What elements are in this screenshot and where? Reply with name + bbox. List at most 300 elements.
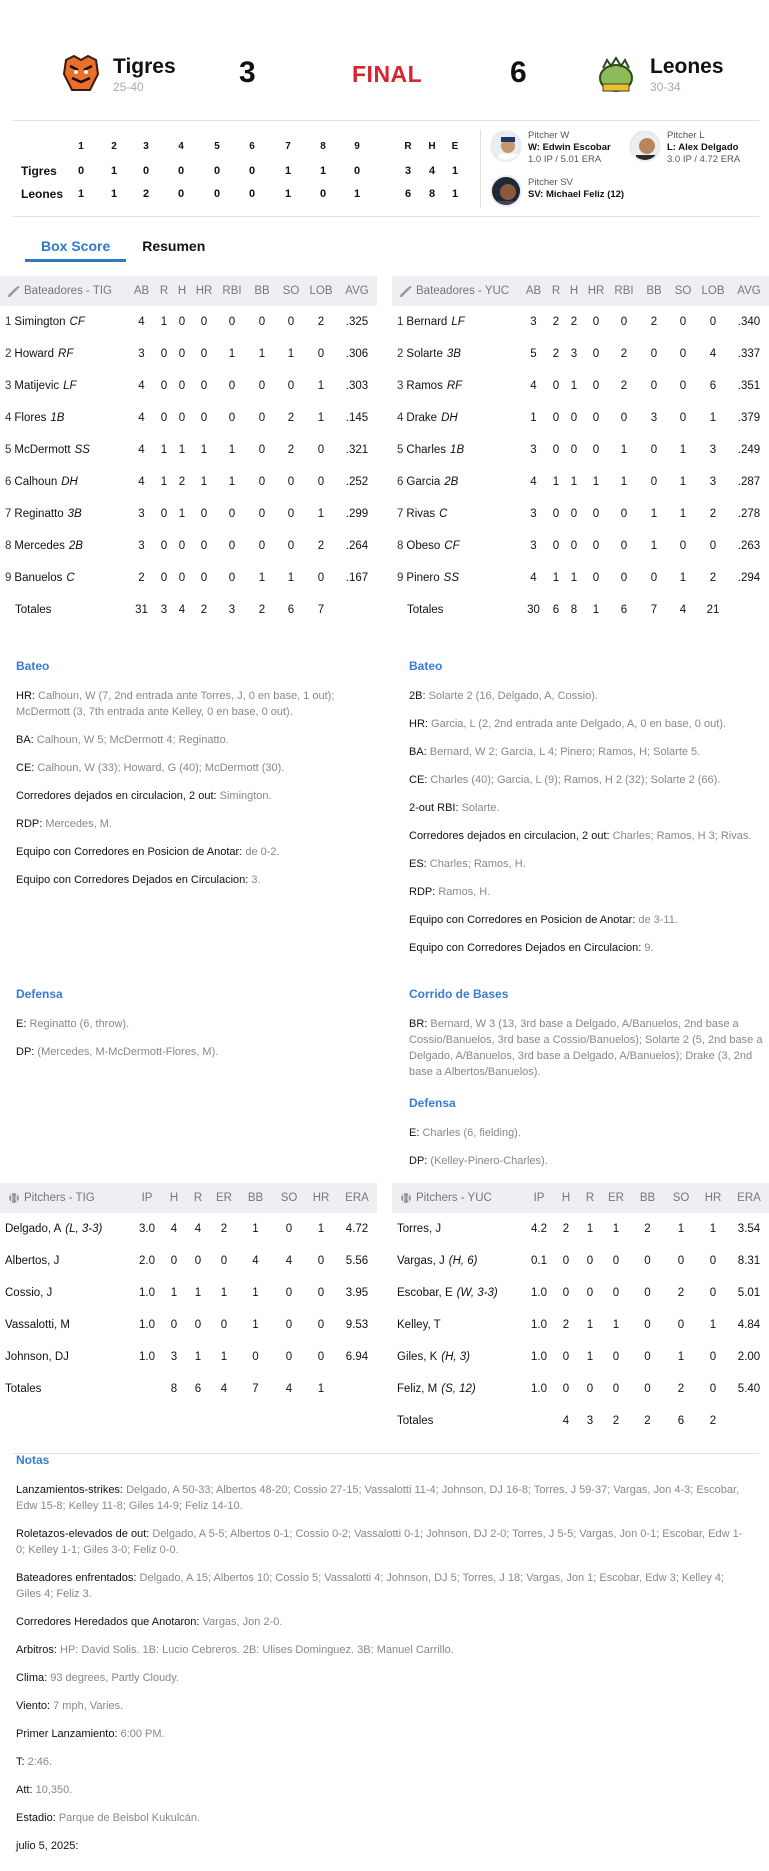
- totals-label: Totales: [407, 604, 444, 616]
- pitching-col-header[interactable]: R: [193, 1192, 203, 1204]
- inning-header: 9: [354, 141, 360, 152]
- home-pitching-title-text: Pitchers - YUC: [416, 1192, 492, 1204]
- save-pitcher-label: Pitcher SV: [528, 177, 573, 188]
- batter-stat: 0: [317, 348, 325, 360]
- batting-note-value: Ramos, H.: [438, 886, 491, 898]
- batter-stat: 1: [679, 572, 687, 584]
- batter-name[interactable]: Drake: [406, 412, 438, 424]
- batter-position: 1B: [50, 412, 65, 424]
- batter-name[interactable]: Pinero: [406, 572, 440, 584]
- batter-name[interactable]: McDermott: [14, 444, 71, 456]
- batter-name-cell: [0, 540, 128, 552]
- pitcher-stat: 1: [709, 1319, 717, 1331]
- batter-row[interactable]: [0, 498, 377, 530]
- batter-stat: 1: [178, 508, 186, 520]
- batter-stat: .351: [737, 380, 761, 392]
- pitcher-stat: 1.0: [139, 1319, 155, 1331]
- batter-stat: 0: [620, 572, 628, 584]
- batter-name-cell: [0, 380, 128, 392]
- batter-row[interactable]: [392, 338, 769, 370]
- pitcher-name[interactable]: Vargas, J: [397, 1255, 445, 1267]
- batter-row[interactable]: [392, 402, 769, 434]
- pitcher-stat: 0: [285, 1287, 293, 1299]
- batter-position: CF: [69, 316, 85, 328]
- pitcher-stat: 0: [709, 1383, 717, 1395]
- batter-stat: 2: [620, 380, 628, 392]
- pitcher-row[interactable]: [392, 1341, 769, 1373]
- batting-col-header[interactable]: AVG: [737, 285, 761, 297]
- batting-note: [16, 688, 376, 720]
- batter-stat: .325: [345, 316, 369, 328]
- inning-header: 1: [78, 141, 84, 152]
- rhe-header: R: [404, 141, 412, 152]
- pitching-col-header[interactable]: ERA: [737, 1192, 761, 1204]
- pitcher-row[interactable]: [392, 1373, 769, 1405]
- batting-note-value: Bernard, W 2; Garcia, L 4; Pinero; Ramos, H; Solarte 5.: [429, 746, 701, 758]
- batter-stat: 0: [160, 412, 168, 424]
- batter-row[interactable]: [0, 306, 377, 338]
- game-note-value: 6:00 PM.: [120, 1728, 165, 1740]
- pitcher-stat: 0: [586, 1383, 594, 1395]
- pitching-col-header[interactable]: BB: [247, 1192, 264, 1204]
- pitcher-stat: 0: [562, 1383, 570, 1395]
- batter-stat: 1: [317, 380, 325, 392]
- batter-name-cell: [392, 540, 520, 552]
- batter-name[interactable]: Simington: [14, 316, 66, 328]
- batting-col-header[interactable]: RBI: [222, 285, 242, 297]
- pitcher-stat: 0: [709, 1255, 717, 1267]
- batter-name-cell: [392, 572, 520, 584]
- batting-col-header[interactable]: SO: [282, 285, 300, 297]
- pitcher-decision: (W, 3-3): [456, 1287, 498, 1299]
- batter-stat: 0: [160, 540, 168, 552]
- batter-name[interactable]: Calhoun: [14, 476, 58, 488]
- pitcher-name[interactable]: Albertos, J: [5, 1255, 60, 1267]
- batter-name-cell: [0, 444, 128, 456]
- batter-stat: 2: [709, 508, 717, 520]
- pitcher-stat: 0: [220, 1319, 228, 1331]
- game-note-key: Primer Lanzamiento:: [16, 1728, 118, 1740]
- bat-icon: [8, 285, 20, 297]
- pitcher-stat: 1: [220, 1351, 228, 1363]
- batter-stat: 1: [650, 508, 658, 520]
- totals-stat: 6: [287, 604, 295, 616]
- batter-position: SS: [74, 444, 90, 456]
- winning-pitcher-name[interactable]: W: Edwin Escobar: [528, 142, 611, 153]
- batter-name[interactable]: Obeso: [406, 540, 441, 552]
- batter-stat: 0: [228, 380, 236, 392]
- pitching-col-header[interactable]: IP: [141, 1192, 153, 1204]
- pitcher-stat: 0: [317, 1319, 325, 1331]
- batter-stat: .249: [737, 444, 761, 456]
- leones-logo-icon[interactable]: [595, 54, 637, 96]
- pitcher-stat: 1: [194, 1351, 202, 1363]
- batter-stat: 2: [552, 316, 560, 328]
- batter-name-cell: [392, 380, 520, 392]
- batting-col-header[interactable]: SO: [674, 285, 692, 297]
- batter-name[interactable]: Garcia: [406, 476, 441, 488]
- game-note-key: Att:: [16, 1784, 33, 1796]
- totals-stat: 30: [527, 604, 540, 616]
- pitching-col-header[interactable]: R: [585, 1192, 595, 1204]
- batting-note-value: 9.: [644, 942, 654, 954]
- batter-name[interactable]: Bernard: [406, 316, 448, 328]
- batting-order: 5: [397, 444, 404, 456]
- pitcher-row[interactable]: [392, 1245, 769, 1277]
- home-pitching-title: [392, 1192, 524, 1204]
- pitcher-stat: 2.00: [737, 1351, 761, 1363]
- batting-order: 3: [397, 380, 404, 392]
- batter-row[interactable]: [392, 370, 769, 402]
- batting-col-header[interactable]: LOB: [701, 285, 725, 297]
- away-bateo-title: Bateo: [16, 659, 50, 673]
- pitcher-name[interactable]: Johnson, DJ: [5, 1351, 69, 1363]
- batting-col-header[interactable]: R: [159, 285, 169, 297]
- batter-name[interactable]: Flores: [14, 412, 47, 424]
- pitcher-stat: 2: [562, 1223, 570, 1235]
- batter-row[interactable]: [0, 434, 377, 466]
- away-linescore-team[interactable]: Tigres: [21, 164, 57, 178]
- batter-stat: 4: [530, 380, 537, 392]
- batting-note-value: Charles; Ramos, H 3; Rivas.: [612, 830, 752, 842]
- pitcher-row[interactable]: [0, 1277, 377, 1309]
- game-note-key: Bateadores enfrentados:: [16, 1572, 137, 1584]
- batter-stat: .340: [737, 316, 761, 328]
- home-inning-run: 0: [213, 188, 221, 200]
- batter-stat: 1: [258, 572, 266, 584]
- batter-stat: 1: [570, 476, 578, 488]
- pitching-col-header[interactable]: HR: [312, 1192, 330, 1204]
- totals-stat: 1: [317, 1383, 325, 1395]
- batter-stat: .167: [345, 572, 369, 584]
- pitcher-stat: 0: [586, 1255, 594, 1267]
- totals-stat: 4: [285, 1383, 293, 1395]
- losing-pitcher[interactable]: [629, 130, 740, 166]
- winning-pitcher-stats: 1.0 IP / 5.01 ERA: [528, 154, 602, 165]
- pitcher-row[interactable]: [392, 1213, 769, 1245]
- batting-note: [409, 884, 769, 900]
- game-note: [16, 1810, 751, 1826]
- batter-stat: 0: [570, 444, 578, 456]
- batting-note-value: Solarte 2 (16, Delgado, A, Cossio).: [428, 690, 598, 702]
- totals-stat: 3: [228, 604, 236, 616]
- away-rhe-value: 3: [404, 165, 412, 177]
- batter-name[interactable]: Charles: [406, 444, 447, 456]
- defense-note-value: (Mercedes, M-McDermott-Flores, M).: [37, 1046, 219, 1058]
- batter-stat: 3: [709, 476, 717, 488]
- pitcher-stat: 3.54: [737, 1223, 761, 1235]
- pitcher-stat: 4.2: [531, 1223, 547, 1235]
- pitcher-name-cell: [392, 1351, 524, 1363]
- away-pitching-table: [0, 1183, 377, 1405]
- pitching-col-header[interactable]: ERA: [345, 1192, 369, 1204]
- home-corrido-title: Corrido de Bases: [409, 987, 509, 1001]
- away-pitching-title-text: Pitchers - TIG: [24, 1192, 95, 1204]
- batter-stat: 0: [228, 316, 236, 328]
- batting-col-header[interactable]: H: [569, 285, 579, 297]
- defense-note: [409, 1125, 769, 1141]
- batting-col-header[interactable]: AB: [525, 285, 542, 297]
- batter-name-cell: [392, 476, 520, 488]
- batting-col-header[interactable]: H: [177, 285, 187, 297]
- pitcher-row[interactable]: [0, 1341, 377, 1373]
- batting-col-header[interactable]: BB: [646, 285, 662, 297]
- batter-name[interactable]: Rivas: [406, 508, 436, 520]
- batter-name[interactable]: Matijevic: [14, 380, 60, 392]
- batting-col-header[interactable]: AVG: [345, 285, 369, 297]
- away-batting-notes: [16, 658, 376, 900]
- batting-note-key: Equipo con Corredores en Posicion de Anotar:: [16, 846, 243, 858]
- batter-name-cell: [0, 412, 128, 424]
- totals-stat: 7: [252, 1383, 259, 1395]
- losing-pitcher-label: Pitcher L: [667, 130, 705, 141]
- home-batting-title: [392, 285, 520, 297]
- pitcher-name[interactable]: Delgado, A: [5, 1223, 62, 1235]
- batter-name[interactable]: Reginatto: [14, 508, 64, 520]
- batting-note: [409, 744, 769, 760]
- batter-stat: 0: [679, 348, 687, 360]
- pitching-col-header[interactable]: ER: [216, 1192, 232, 1204]
- batting-note: [409, 688, 769, 704]
- batter-stat: 4: [530, 572, 537, 584]
- baseball-icon: [400, 1192, 412, 1204]
- totals-label: Totales: [15, 604, 52, 616]
- batting-note: [409, 912, 769, 928]
- batter-position: 1B: [450, 444, 465, 456]
- batter-stat: 3: [570, 348, 578, 360]
- batter-row[interactable]: [0, 562, 377, 594]
- pitcher-name[interactable]: Giles, K: [397, 1351, 438, 1363]
- batter-name[interactable]: Banuelos: [14, 572, 63, 584]
- batter-stat: .306: [345, 348, 369, 360]
- pitching-col-header[interactable]: SO: [672, 1192, 690, 1204]
- pitcher-stat: 1: [194, 1287, 202, 1299]
- pitcher-stat: 1: [317, 1223, 325, 1235]
- totals-label: Totales: [397, 1415, 434, 1427]
- batter-stat: 1: [530, 412, 537, 424]
- pitching-col-header[interactable]: H: [561, 1192, 571, 1204]
- batting-order: 5: [5, 444, 12, 456]
- batting-col-header[interactable]: RBI: [614, 285, 634, 297]
- batting-col-header[interactable]: AB: [133, 285, 150, 297]
- pitcher-name[interactable]: Torres, J: [397, 1223, 442, 1235]
- batter-stat: 1: [679, 508, 687, 520]
- pitcher-name[interactable]: Feliz, M: [397, 1383, 438, 1395]
- batting-col-header[interactable]: HR: [195, 285, 213, 297]
- batter-row[interactable]: [0, 530, 377, 562]
- batting-note-value: 3.: [251, 874, 261, 886]
- batting-note: [409, 828, 769, 844]
- batter-row[interactable]: [392, 498, 769, 530]
- batter-stat: 0: [287, 476, 295, 488]
- inning-header: 6: [249, 141, 255, 152]
- batter-stat: 0: [592, 540, 600, 552]
- batting-note: [16, 760, 376, 776]
- pitching-col-header[interactable]: H: [169, 1192, 179, 1204]
- tab-box-score[interactable]: Box Score: [25, 232, 126, 262]
- batter-stat: 1: [160, 316, 168, 328]
- batter-row[interactable]: [392, 466, 769, 498]
- pitcher-stat: 1.0: [531, 1351, 547, 1363]
- batting-note: [409, 800, 769, 816]
- home-inning-run: 0: [319, 188, 327, 200]
- away-team-name[interactable]: Tigres: [113, 55, 176, 78]
- batter-row[interactable]: [0, 338, 377, 370]
- totals-label: Totales: [5, 1383, 42, 1395]
- home-team-name[interactable]: Leones: [650, 55, 724, 78]
- batter-stat: 0: [160, 348, 168, 360]
- rhe-header: H: [428, 141, 436, 152]
- home-linescore-team[interactable]: Leones: [21, 187, 64, 201]
- batting-note: [16, 788, 376, 804]
- batter-stat: 0: [592, 508, 600, 520]
- home-inning-run: 0: [177, 188, 185, 200]
- away-defensa-title: Defensa: [16, 987, 63, 1001]
- pitcher-stat: 1: [586, 1319, 594, 1331]
- pitching-col-header[interactable]: ER: [608, 1192, 624, 1204]
- game-note: [16, 1642, 751, 1658]
- away-score: 3: [239, 56, 256, 89]
- batter-row[interactable]: [0, 466, 377, 498]
- pitching-col-header[interactable]: HR: [704, 1192, 722, 1204]
- game-note-key: Lanzamientos-strikes:: [16, 1484, 123, 1496]
- pitcher-stat: 0: [252, 1351, 259, 1363]
- batter-stat: 0: [178, 540, 186, 552]
- batter-stat: 0: [570, 540, 578, 552]
- batter-stat: 0: [552, 412, 560, 424]
- game-note: [16, 1782, 751, 1798]
- game-note-value: Parque de Beisbol Kukulcán.: [58, 1812, 201, 1824]
- batter-row[interactable]: [0, 370, 377, 402]
- batter-row[interactable]: [392, 434, 769, 466]
- batting-col-header[interactable]: R: [551, 285, 561, 297]
- pitcher-stat: 4: [170, 1223, 178, 1235]
- pitcher-stat: 1: [170, 1287, 178, 1299]
- inning-header: 4: [178, 141, 184, 152]
- baserunning-note-value: Bernard, W 3 (13, 3rd base a Delgado, A/Banuelos, 2nd base a Cossio/Banuelos, 3rd base a Cossio/Banuelos); Solarte 2 (5, 2nd base a Delgado, A/Banuelos, 3rd base a Delgado, A/Banuelos); Drake (3, 2nd base a Albertos/Banuelos).: [409, 1018, 763, 1078]
- pitching-col-header[interactable]: BB: [639, 1192, 656, 1204]
- pitcher-row[interactable]: [0, 1213, 377, 1245]
- batter-position: CF: [444, 540, 460, 552]
- pitcher-row[interactable]: [392, 1309, 769, 1341]
- batter-stat: 1: [552, 476, 560, 488]
- batter-stat: 2: [317, 540, 325, 552]
- batter-stat: 0: [552, 508, 560, 520]
- totals-stat: 1: [592, 604, 600, 616]
- linescore-divider: [480, 130, 481, 208]
- pitcher-row[interactable]: [392, 1277, 769, 1309]
- defense-note-key: DP:: [409, 1155, 428, 1167]
- batting-order: 7: [5, 508, 12, 520]
- pitcher-stat: 1: [677, 1223, 685, 1235]
- batter-position: LF: [451, 316, 465, 328]
- pitcher-name[interactable]: Cossio, J: [5, 1287, 53, 1299]
- away-batting-title: [0, 285, 128, 297]
- home-inning-run: 0: [248, 188, 256, 200]
- tigres-logo-icon[interactable]: [60, 52, 102, 94]
- batting-note-value: Mercedes, M.: [45, 818, 112, 830]
- batting-col-header[interactable]: BB: [254, 285, 270, 297]
- pitcher-stat: 0: [562, 1255, 570, 1267]
- batting-note-key: Corredores dejados en circulacion, 2 out:: [16, 790, 217, 802]
- batter-stat: 0: [552, 444, 560, 456]
- batter-name[interactable]: Ramos: [406, 380, 443, 392]
- batter-stat: 0: [178, 316, 186, 328]
- batter-stat: 2: [650, 316, 658, 328]
- pitcher-stat: 0: [709, 1351, 717, 1363]
- batter-stat: 0: [228, 572, 236, 584]
- batter-row[interactable]: [392, 562, 769, 594]
- batter-name-cell: [392, 316, 520, 328]
- pitcher-stat: 1.0: [139, 1287, 155, 1299]
- batter-row[interactable]: [0, 402, 377, 434]
- pitcher-row[interactable]: [0, 1309, 377, 1341]
- batting-col-header[interactable]: LOB: [309, 285, 333, 297]
- batter-row[interactable]: [392, 306, 769, 338]
- batter-stat: 0: [592, 380, 600, 392]
- game-note: [16, 1482, 751, 1514]
- batter-name[interactable]: Mercedes: [14, 540, 65, 552]
- pitcher-stat: 1: [252, 1319, 259, 1331]
- batter-stat: 1: [228, 444, 236, 456]
- batting-col-header[interactable]: HR: [587, 285, 605, 297]
- game-note-value: Vargas, Jon 2-0.: [202, 1616, 283, 1628]
- pitching-col-header[interactable]: IP: [533, 1192, 545, 1204]
- batting-order: 4: [397, 412, 404, 424]
- divider: [13, 120, 759, 121]
- away-inning-run: 0: [248, 165, 256, 177]
- tab-resumen[interactable]: Resumen: [142, 238, 206, 254]
- pitcher-name[interactable]: Vassalotti, M: [5, 1319, 70, 1331]
- batter-stat: 0: [200, 348, 208, 360]
- pitcher-stat: 0: [562, 1351, 570, 1363]
- winning-pitcher[interactable]: [490, 130, 611, 166]
- pitcher-row[interactable]: [0, 1245, 377, 1277]
- game-note-key: Viento:: [16, 1700, 51, 1712]
- pitcher-name[interactable]: Escobar, E: [397, 1287, 453, 1299]
- batter-stat: 0: [650, 572, 658, 584]
- game-note: [16, 1726, 751, 1742]
- tab-bar: [25, 232, 221, 262]
- batting-note: [16, 816, 376, 832]
- pitching-totals-row: [0, 1373, 377, 1405]
- pitching-col-header[interactable]: SO: [280, 1192, 298, 1204]
- batter-stat: 0: [178, 380, 186, 392]
- pitcher-stat: 1: [677, 1351, 685, 1363]
- batter-name[interactable]: Howard: [14, 348, 55, 360]
- totals-stat: 2: [200, 604, 208, 616]
- pitcher-stat: 0: [644, 1351, 651, 1363]
- batter-stat: 1: [592, 476, 600, 488]
- batter-name[interactable]: Solarte: [406, 348, 443, 360]
- pitcher-stat: 0: [612, 1351, 620, 1363]
- totals-stat: 4: [562, 1415, 570, 1427]
- save-pitcher-name[interactable]: SV: Michael Feliz (12): [528, 189, 625, 200]
- losing-pitcher-name[interactable]: L: Alex Delgado: [667, 142, 739, 153]
- batting-note-key: 2-out RBI:: [409, 802, 459, 814]
- batter-stat: 0: [679, 412, 687, 424]
- totals-stat: 2: [612, 1415, 620, 1427]
- pitcher-name[interactable]: Kelley, T: [397, 1319, 441, 1331]
- batter-row[interactable]: [392, 530, 769, 562]
- batter-stat: .278: [737, 508, 761, 520]
- save-pitcher[interactable]: [490, 175, 624, 207]
- pitcher-stat: 0: [644, 1255, 651, 1267]
- batter-position: SS: [443, 572, 459, 584]
- batter-stat: 0: [679, 540, 687, 552]
- away-inning-run: 1: [284, 165, 292, 177]
- batter-stat: 4: [138, 476, 145, 488]
